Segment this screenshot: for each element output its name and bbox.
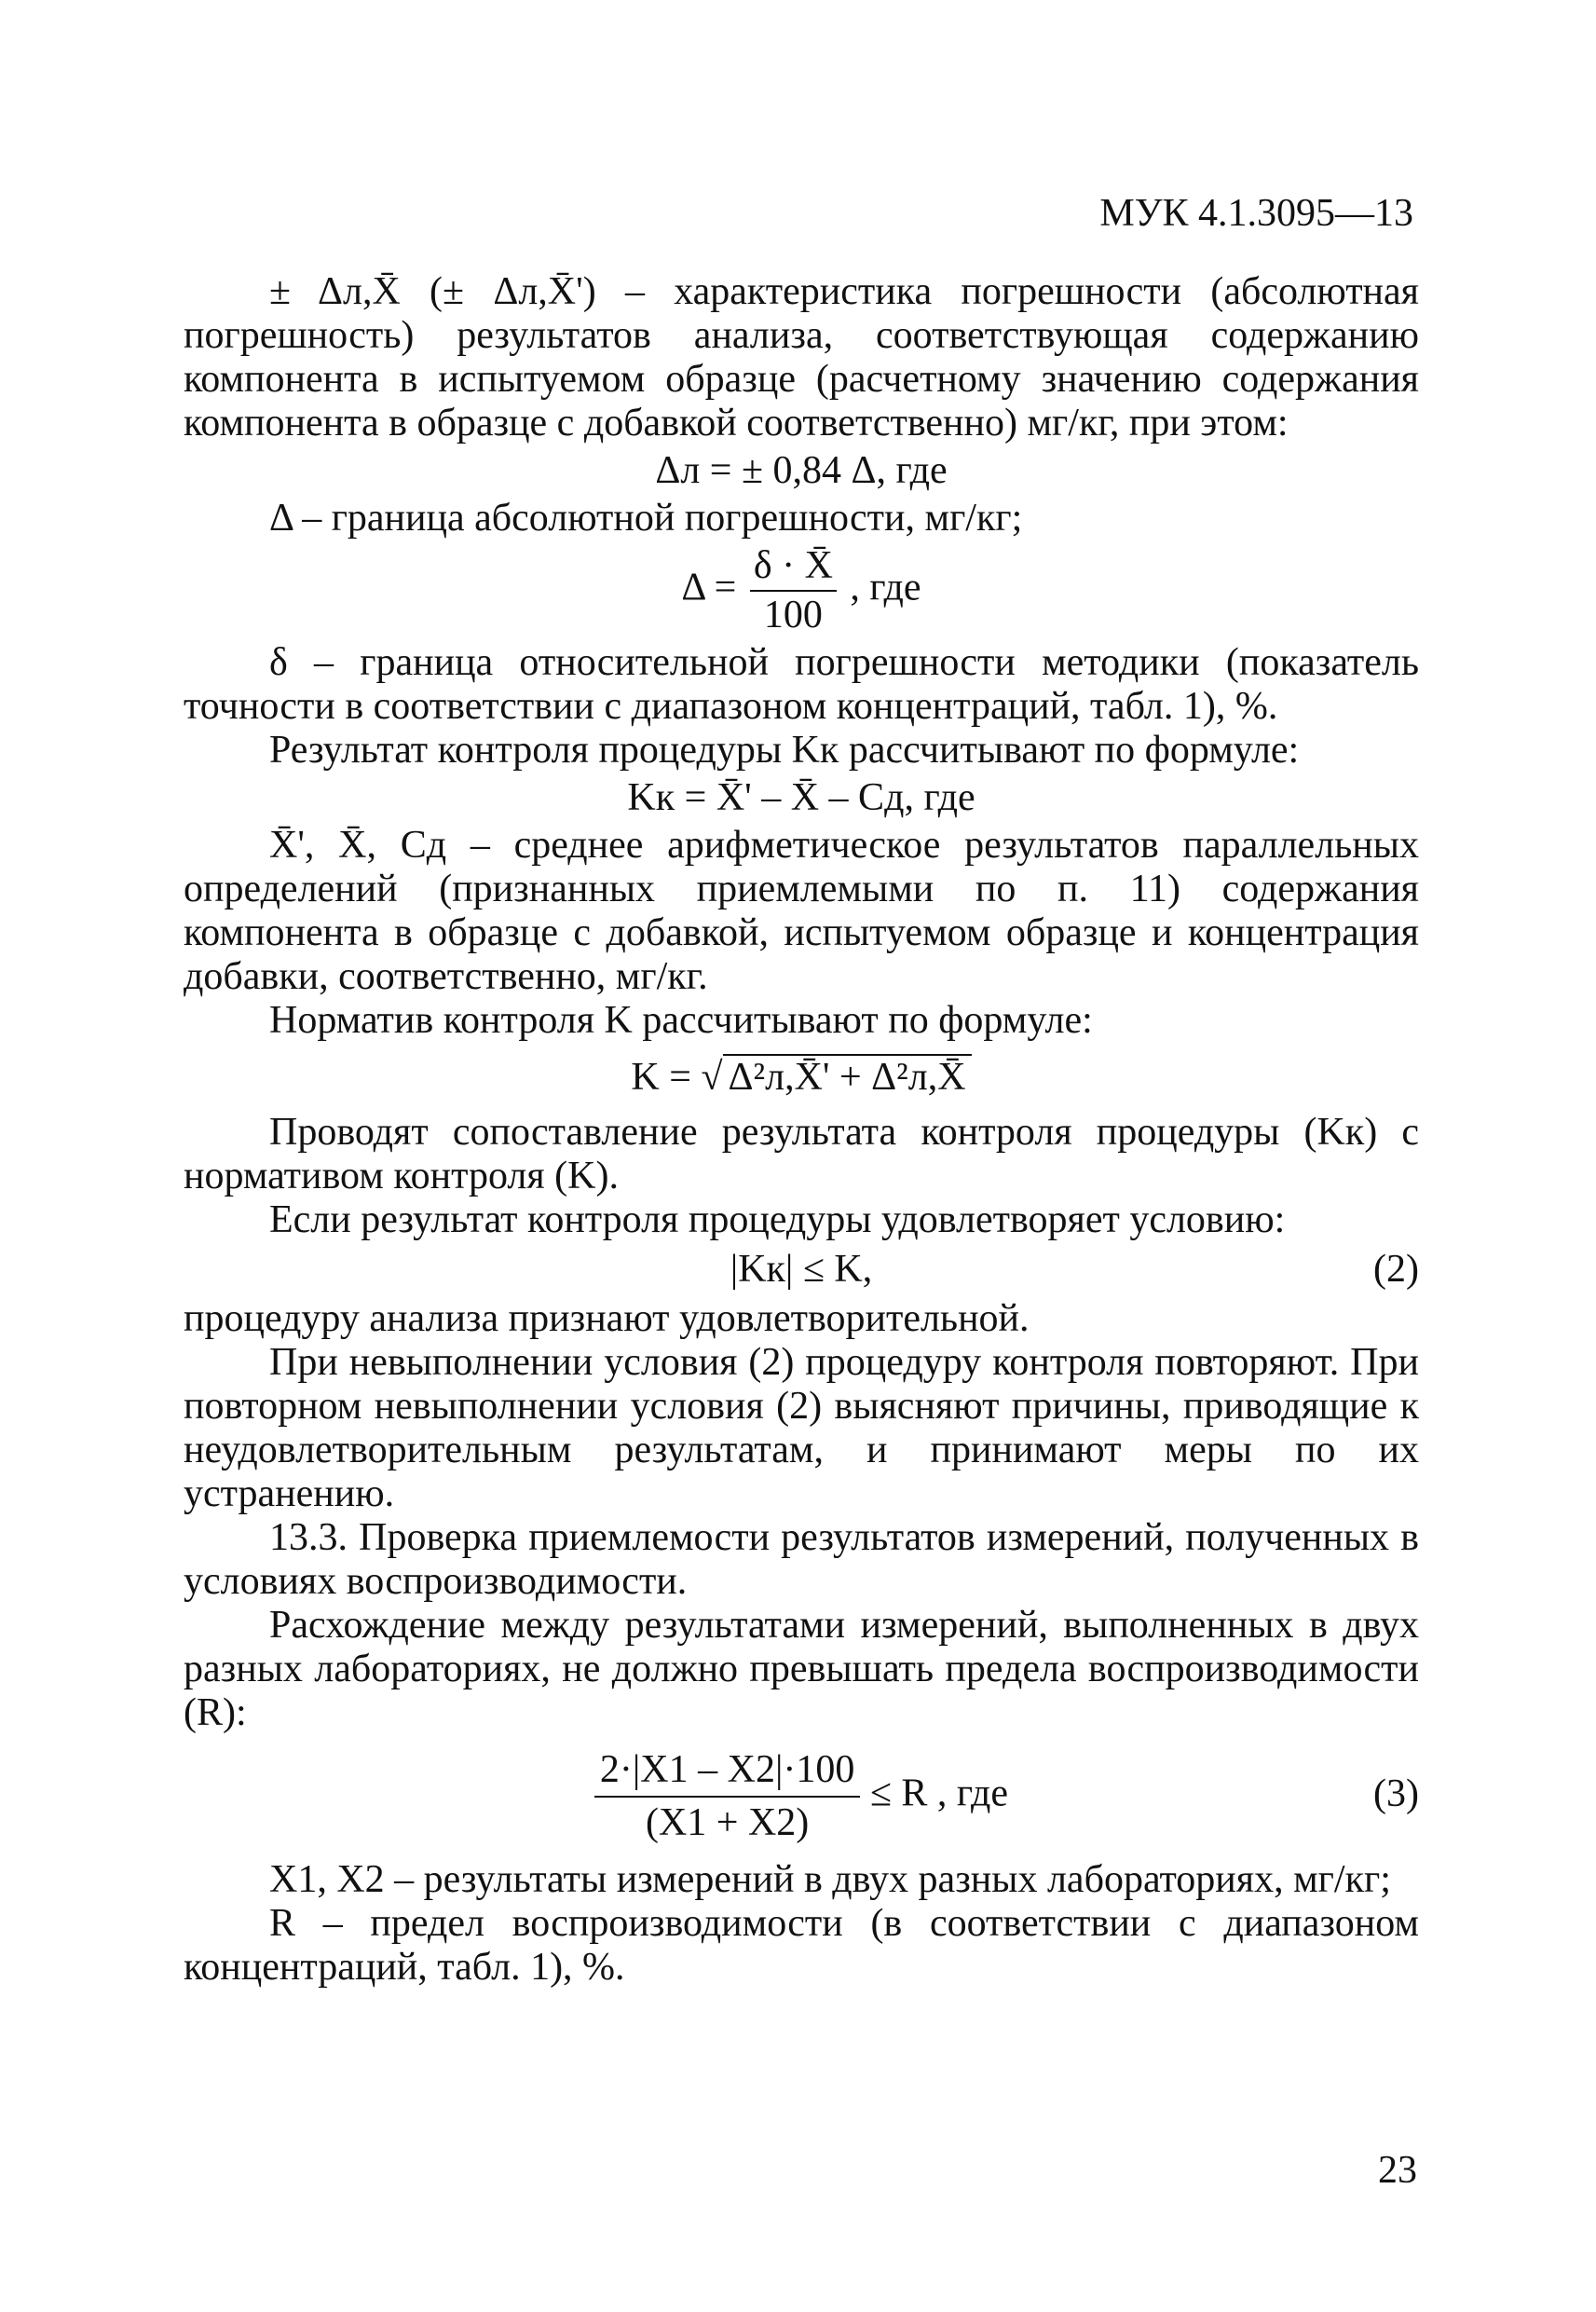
formula-delta-lhs: Δ = [681,566,737,609]
formula-condition-expr: |Kк| ≤ K, [730,1248,873,1291]
formula-reproducibility [184,1748,1419,1845]
paragraph-control-result: Результат контроля процедуры Kк рассчитывают по формуле: [269,729,1300,772]
formula-kk: Kк = X̄' – X̄ – Cд, где [627,776,975,819]
document-id: МУК 4.1.3095—13 [1099,192,1413,235]
section-13-3-heading: 13.3. Проверка приемлемости результатов измерений, полученных в условиях воспроизводимости. [184,1516,1419,1603]
formula-delta-l: Δл = ± 0,84 Δ, где [655,449,948,492]
formula-delta-denominator: 100 [763,594,823,636]
paragraph-r-definition: R – предел воспроизводимости (в соответствии с диапазоном концентраций, табл. 1), %. [184,1902,1419,1989]
paragraph-delta-definition: Δ – граница абсолютной погрешности, мг/кг; [269,497,1023,540]
paragraph-condition-intro: Если результат контроля процедуры удовлетворяет условию: [269,1198,1286,1241]
formula-reproducibility-fraction [594,1748,860,1845]
formula-condition [184,1248,1419,1292]
paragraph-satisfactory: процедуру анализа признают удовлетворительной. [184,1297,1030,1340]
formula-k-radicand: Δ²л,X̄' + Δ²л,X̄ [723,1054,972,1100]
paragraph-repeat: При невыполнении условия (2) процедуру контроля повторяют. При повторном невыполнении условия (2) выясняют причины, приводящие к неудовлетворительным результатам, и принимают меры по их устранению. [184,1341,1419,1515]
formula-k [184,1054,1419,1100]
formula-reproducibility-denominator: (X1 + X2) [645,1801,810,1844]
sqrt-icon: √ [701,1056,723,1099]
formula-delta-fraction [750,544,837,637]
page-number: 23 [1378,2149,1417,2192]
paragraph-norm-control: Норматив контроля K рассчитывают по формуле: [269,999,1093,1042]
paragraph-comparison: Проводят сопоставление результата контроля процедуры (Kк) с нормативом контроля (K). [184,1111,1419,1197]
paragraph-x-definition: X1, X2 – результаты измерений в двух разных лабораториях, мг/кг; [269,1858,1391,1901]
formula-delta-numerator: δ · X̄ [750,544,837,592]
paragraph-delta-relative: δ – граница относительной погрешности методики (показатель точности в соответствии с диапазоном концентраций, табл. 1), %. [184,641,1419,728]
formula-delta [184,544,1419,637]
paragraph-reproducibility: Расхождение между результатами измерений, выполненных в двух разных лабораториях, не должно превышать предела воспроизводимости (R): [184,1604,1419,1734]
formula-reproducibility-numerator: 2·|X1 – X2|·100 [594,1748,860,1798]
paragraph-error-characteristic: ± Δл,X̄ (± Δл,X̄') – характеристика погрешности (абсолютная погрешность) результатов анализа, соответствующая содержанию компонента в испытуемом образце (расчетному значению содержания компонента в образце с добавкой соответственно) мг/кг, при этом: [184,270,1419,445]
paragraph-means-definition: X̄', X̄, Cд – среднее арифметическое результатов параллельных определений (признанных приемлемыми по п. 11) содержания компонента в образце с добавкой, испытуемом образце и концентрация добавки, соответственно, мг/кг. [184,824,1419,998]
equation-number-3: (3) [1373,1772,1419,1815]
formula-reproducibility-tail: ≤ R , где [869,1772,1009,1815]
formula-delta-tail: , где [850,566,921,609]
page-body [184,270,1419,1990]
equation-number-2: (2) [1373,1248,1419,1291]
formula-k-lhs: K = [631,1056,691,1099]
